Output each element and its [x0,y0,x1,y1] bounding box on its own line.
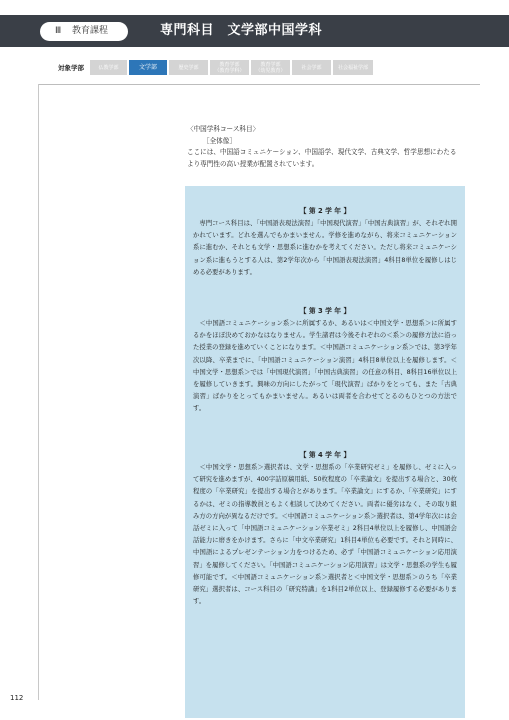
left-margin-line [38,84,39,700]
overview-subtitle: ［全体像］ [203,136,236,145]
overview-text: ここには、中国語コミュニケーション、中国語学、現代文学、古典文学、哲学思想にわたるより専門性の高い授業が配置されています。 [187,148,457,168]
year4-text: ＜中国文学・思想系＞選択者は、文学・思想系の「卒業研究ゼミ」を履修し、ゼミに入って研究を進めますが、400字詰原稿用紙、50枚程度の「卒業論文」を提出する場合と、30枚程度の「卒業研究」を提出する場合とがあります。「卒業論文」にするか、「卒業研究」にするかは、ゼミの指導教員ともよく相談して決めてください。両者に優劣はなく、その取り組み方の方向が異なるだけです。＜中国語コミュニケーション系＞選択者は、第4学年次には会話ゼミに入って「中国語コミュニケーション卒業ゼミ」2科目4単位以上を履修し、中国語会話能力に磨きをかけます。さらに「中文卒業研究」1科目4単位も必要です。それと同時に、中国語によるプレゼンテーション力をつけるため、必ず「中国語コミュニケーション応用演習」を履修してください。「中国語コミュニケーション応用演習」は文学・思想系の学生も履修可能です。＜中国語コミュニケーション系＞選択者と＜中国文学・思想系＞のうち「卒業研究」選択者は、コース科目の「研究特講」を1科目2単位以上、登録履修する必要があります。 [193,464,457,606]
year2-heading: 【 第 2 学 年 】 [299,207,351,215]
chapter-number: Ⅲ [55,26,62,36]
faculty-nav-label: 対象学部 [58,64,84,72]
course-section-title: 〈中国学科コース科目〉 [187,125,260,133]
faculty-tab-sociology[interactable]: 社会学部 [292,60,331,75]
year3-heading: 【 第 3 学 年 】 [299,307,351,315]
faculty-tab-early-childhood[interactable]: 教育学部 （幼児教育） [251,60,290,75]
faculty-tab-history[interactable]: 歴史学部 [169,60,208,75]
faculty-tab-buddhism[interactable]: 仏教学部 [90,60,127,75]
nav-divider [38,84,480,85]
faculty-tab-education[interactable]: 教育学部 （教育学科） [210,60,249,75]
chapter-label: 教育課程 [72,26,109,36]
intro-block [187,124,462,170]
page-number: 112 [10,694,24,702]
year3-text: ＜中国語コミュニケーション系＞に所属するか、あるいは＜中国文学・思想系＞に所属するかをほぼ決めておかなはなりません。学生諸君は今後それぞれの＜系＞の履修方法に沿った授業の登録を進めていくことになります。＜中国語コミュニケーション系＞では、第3学年次以降、卒業までに、「中国語コミュニケーション演習」4科目8単位以上を履修します。＜中国文学・思想系＞では「中国現代演習」「中国古典演習」の任意の科目、8科目16単位以上を履修していきます。興味の方向にしたがって「現代演習」ばかりをとっても、また「古典演習」ばかりをとってもかまいません。あるいは両者を合わせてとるのもひとつの方法です。 [193,320,457,413]
faculty-tab-letters[interactable]: 文学部 [129,60,167,75]
year2-text: 専門コース科目は、「中国語表現法演習」「中国現代演習」「中国古典演習」が、それぞれ開かれています。どれを選んでもかまいません。学修を進めながら、将来コミュニケーション系に進むか、それとも文学・思想系に進むかを考えてください。ただし将来コミュニケーション系に進もうとする人は、第2学年次から「中国語表現法演習」4科目8単位を履修しはじめる必要があります。 [193,220,457,276]
year4-heading: 【 第 4 学 年 】 [299,451,351,459]
page-title: 専門科目 文学部中国学科 [160,23,323,38]
faculty-tab-social-welfare[interactable]: 社会福祉学部 [333,60,373,75]
chapter-pill [40,22,128,41]
